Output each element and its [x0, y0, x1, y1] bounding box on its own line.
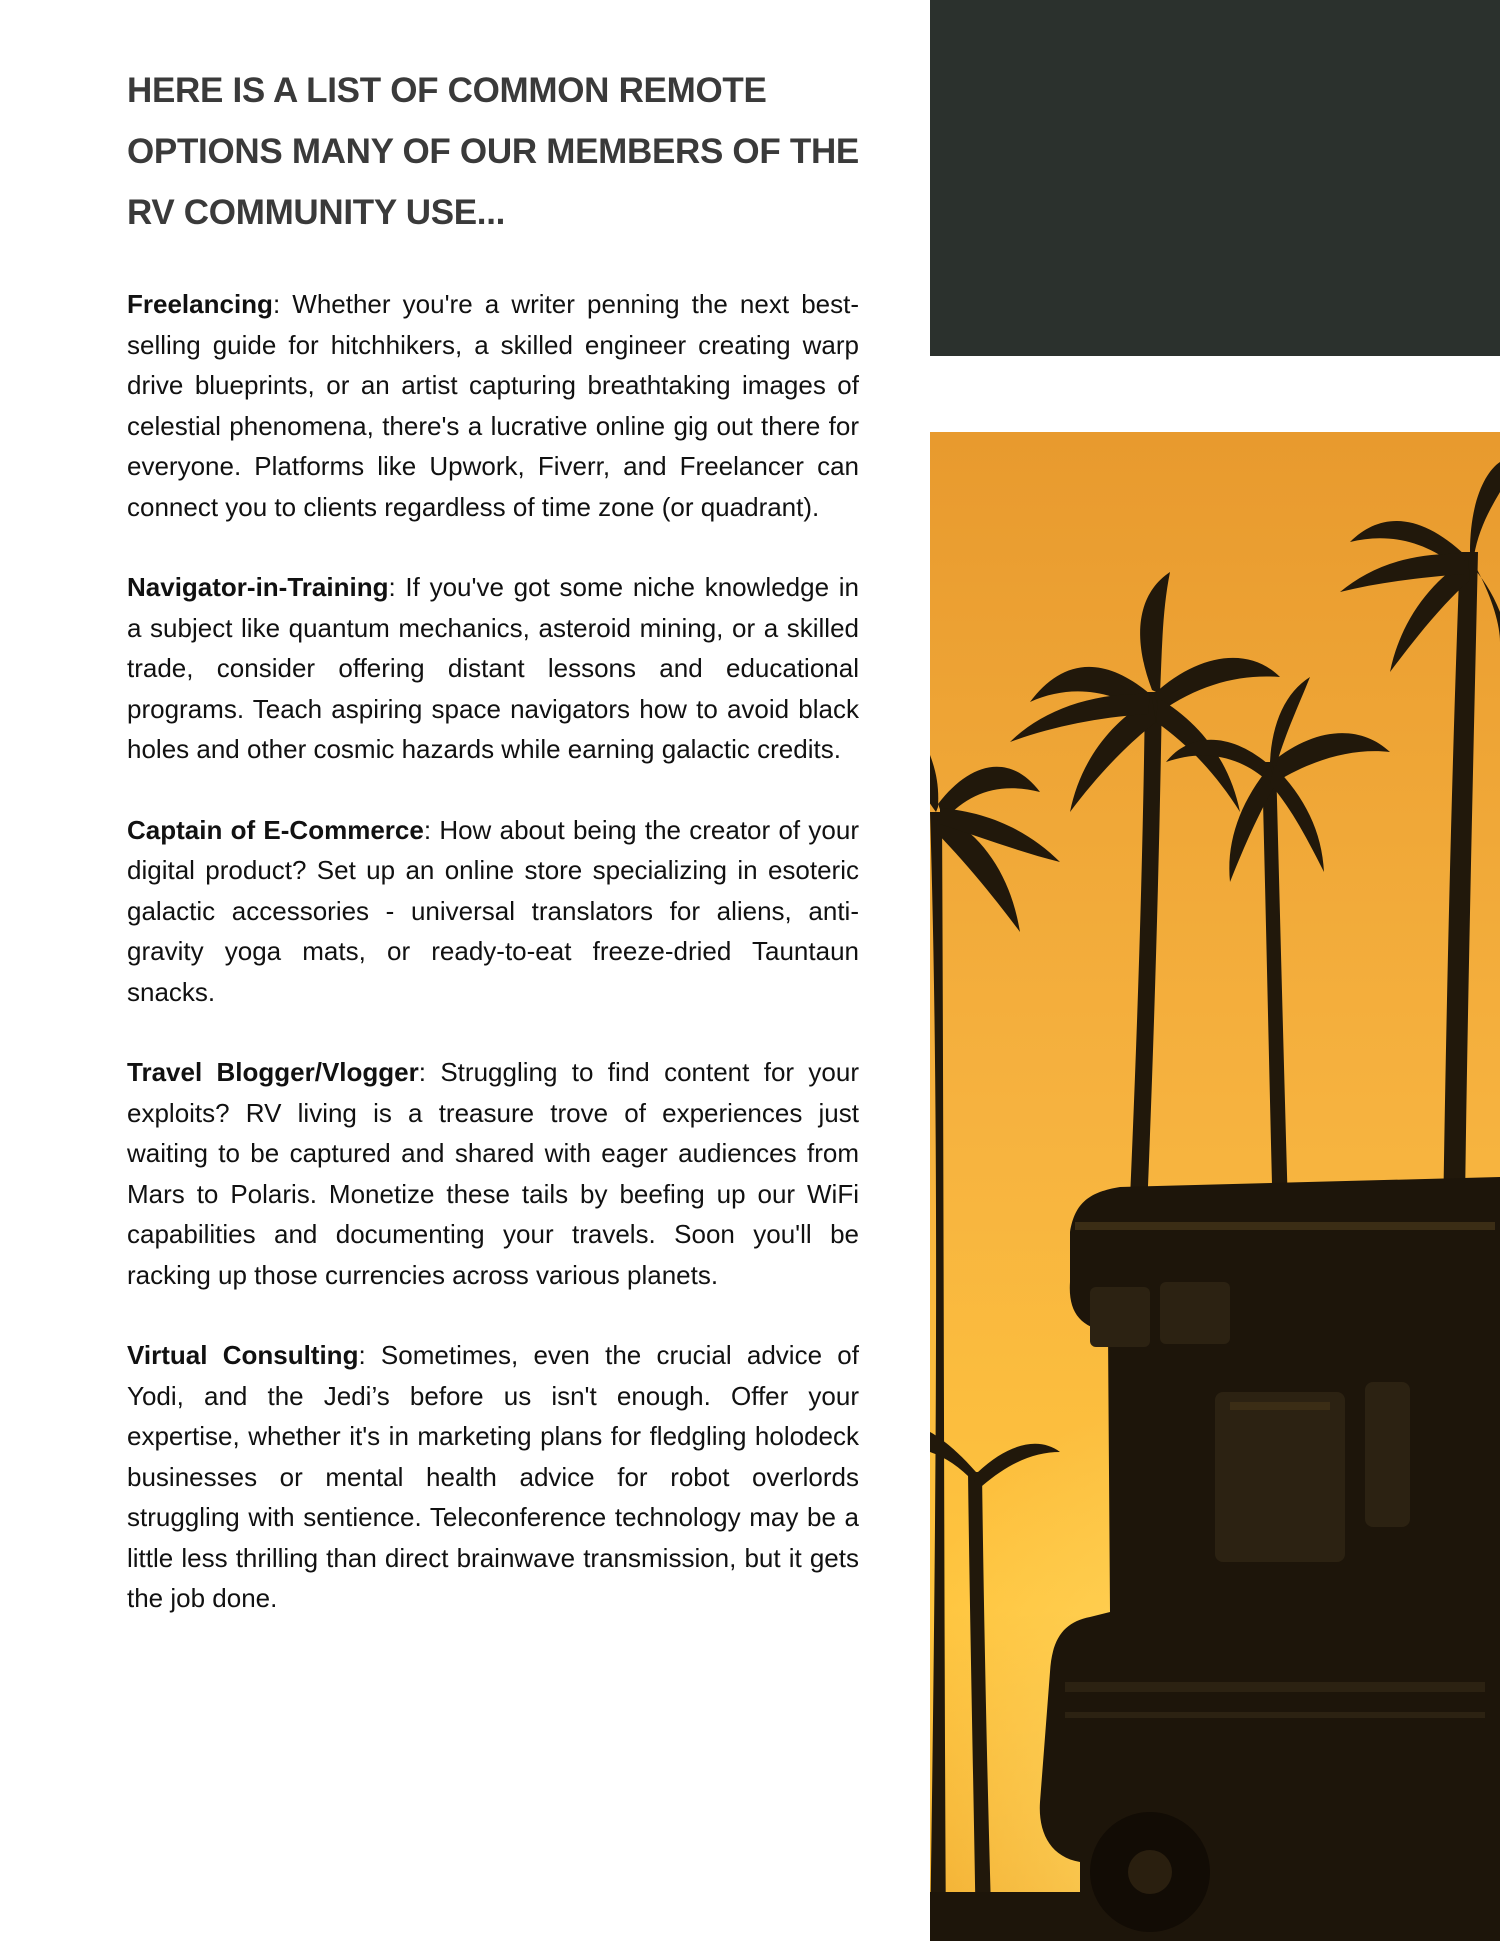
- entry-text: : Whether you're a writer penning the next best-selling guide for hitchhikers, a skilled engineer creating warp drive blueprints, or an artist capturing breathtaking images of celestial phenomena, there's a lucrative online gig out there for everyone. Platforms like Upwork, Fiverr, and Freelancer can connect you to clients regardless of time zone (or quadrant).: [127, 289, 859, 522]
- entry-navigator-in-training: [127, 567, 859, 770]
- entry-travel-blogger-vlogger: [127, 1052, 859, 1295]
- entry-text: : Struggling to find content for your exploits? RV living is a treasure trove of experiences just waiting to be captured and shared with eager audiences from Mars to Polaris. Monetize these tails by beefing up our WiFi capabilities and documenting your travels. Soon you'll be racking up those currencies across various planets.: [127, 1057, 859, 1290]
- entry-term: Navigator-in-Training: [127, 572, 389, 602]
- entry-text: : Sometimes, even the crucial advice of Yodi, and the Jedi’s before us isn't enough. Offer your expertise, whether it's in marketing plans for fledgling holodeck businesses or mental health advice for robot overlords struggling with sentience. Teleconference technology may be a little less thrilling than direct brainwave transmission, but it gets the job done.: [127, 1340, 859, 1613]
- entry-captain-of-e-commerce: [127, 810, 859, 1013]
- entry-freelancing: [127, 284, 859, 527]
- entry-text: : How about being the creator of your digital product? Set up an online store specializing in esoteric galactic accessories - universal translators for aliens, anti-gravity yoga mats, or ready-to-eat freeze-dried Tauntaun snacks.: [127, 814, 859, 1007]
- remote-options-list: [127, 284, 859, 1659]
- entry-term: Virtual Consulting: [127, 1340, 359, 1370]
- entry-term: Travel Blogger/Vlogger: [127, 1057, 419, 1087]
- page-heading: HERE IS A LIST OF COMMON REMOTE OPTIONS MANY OF OUR MEMBERS OF THE RV COMMUNITY USE...: [127, 71, 859, 232]
- entry-term: Freelancing: [127, 289, 273, 319]
- entry-virtual-consulting: [127, 1335, 859, 1619]
- entry-text: : If you've got some niche knowledge in a subject like quantum mechanics, asteroid mining, or a skilled trade, consider offering distant lessons and educational programs. Teach aspiring space navigators how to avoid black holes and other cosmic hazards while earning galactic credits.: [127, 572, 859, 764]
- decorative-dark-block: [930, 0, 1500, 356]
- rv-hubcap: [1128, 1850, 1172, 1894]
- sunset-scene-illustration: [930, 432, 1500, 1941]
- entry-term: Captain of E-Commerce: [127, 814, 424, 845]
- sunset-rv-photo: [930, 432, 1500, 1941]
